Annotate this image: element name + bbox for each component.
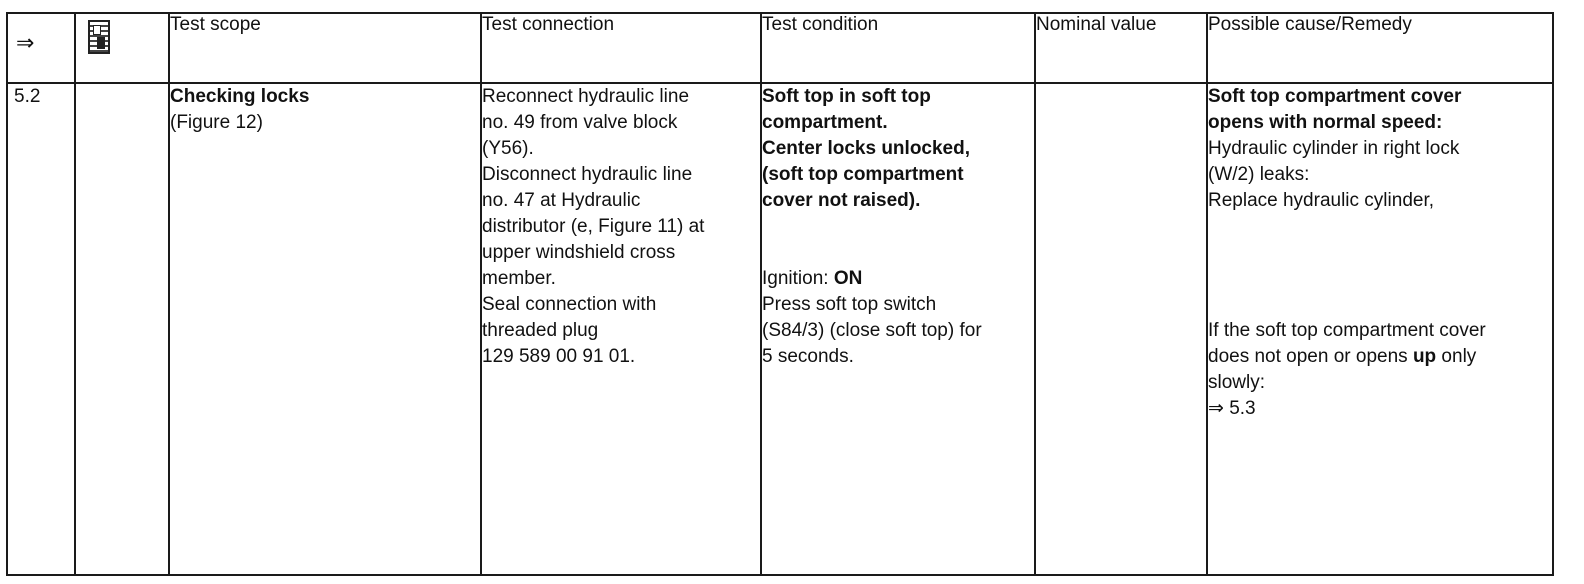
remedy-bold-line: Soft top compartment cover [1208, 86, 1462, 107]
ignition-label: Ignition: [762, 268, 834, 289]
remedy-reference: ⇒ 5.3 [1208, 398, 1256, 419]
condition-line: Press soft top switch [762, 294, 937, 315]
condition-bold-line: compartment. [762, 112, 888, 133]
manual-icon [88, 20, 110, 54]
remedy-alt-line: slowly: [1208, 372, 1266, 393]
test-scope-title: Checking locks [170, 86, 310, 107]
remedy-alt-post: only [1436, 346, 1477, 367]
remedy-alt-line [1208, 344, 1552, 370]
cause-remedy-cell [1207, 83, 1553, 575]
header-cause-remedy: Possible cause/Remedy [1207, 13, 1553, 83]
remedy-bold-line: opens with normal speed: [1208, 112, 1443, 133]
test-scope-cell [169, 83, 481, 575]
diagnosis-table [6, 12, 1554, 576]
connection-line: distributor (e, Figure 11) at [482, 216, 705, 237]
header-test-condition: Test condition [761, 13, 1035, 83]
condition-bold-line: Soft top in soft top [762, 86, 931, 107]
condition-bold-line: (soft top compartment [762, 164, 964, 185]
remedy-line: Hydraulic cylinder in right lock [1208, 138, 1460, 159]
header-test-scope: Test scope [169, 13, 481, 83]
connection-line: no. 49 from valve block [482, 112, 678, 133]
condition-line: 5 seconds. [762, 346, 854, 367]
connection-line: no. 47 at Hydraulic [482, 190, 641, 211]
test-condition-cell [761, 83, 1035, 575]
manual-icon-header [75, 13, 169, 83]
ignition-line [762, 266, 1034, 292]
icon-cell [75, 83, 169, 575]
connection-line: upper windshield cross [482, 242, 676, 263]
connection-line: Disconnect hydraulic line [482, 164, 693, 185]
test-scope-figure: (Figure 12) [170, 112, 263, 133]
remedy-line: (W/2) leaks: [1208, 164, 1310, 185]
connection-line: member. [482, 268, 556, 289]
condition-bold-line: Center locks unlocked, [762, 138, 971, 159]
remedy-alt-line: If the soft top compartment cover [1208, 320, 1486, 341]
remedy-line: Replace hydraulic cylinder, [1208, 190, 1435, 211]
connection-line: Seal connection with [482, 294, 657, 315]
ignition-value: ON [833, 268, 863, 289]
part-number: 129 589 00 91 01. [482, 346, 636, 367]
connection-line: Reconnect hydraulic line [482, 86, 690, 107]
spacer [762, 214, 1034, 266]
nominal-value-cell [1035, 83, 1207, 575]
arrow-header: ⇒ [7, 13, 75, 83]
header-test-connection: Test connection [481, 13, 761, 83]
condition-line: (S84/3) (close soft top) for [762, 320, 982, 341]
connection-line: (Y56). [482, 138, 534, 159]
spacer [1208, 214, 1552, 318]
connection-line: threaded plug [482, 320, 599, 341]
condition-bold-line: cover not raised). [762, 190, 921, 211]
step-number: 5.2 [7, 83, 75, 575]
header-nominal-value: Nominal value [1035, 13, 1207, 83]
table-row [7, 83, 1553, 575]
table-header-row [7, 13, 1553, 83]
remedy-alt-bold: up [1412, 346, 1437, 367]
remedy-alt-pre: does not open or opens [1208, 346, 1413, 367]
test-connection-cell [481, 83, 761, 575]
